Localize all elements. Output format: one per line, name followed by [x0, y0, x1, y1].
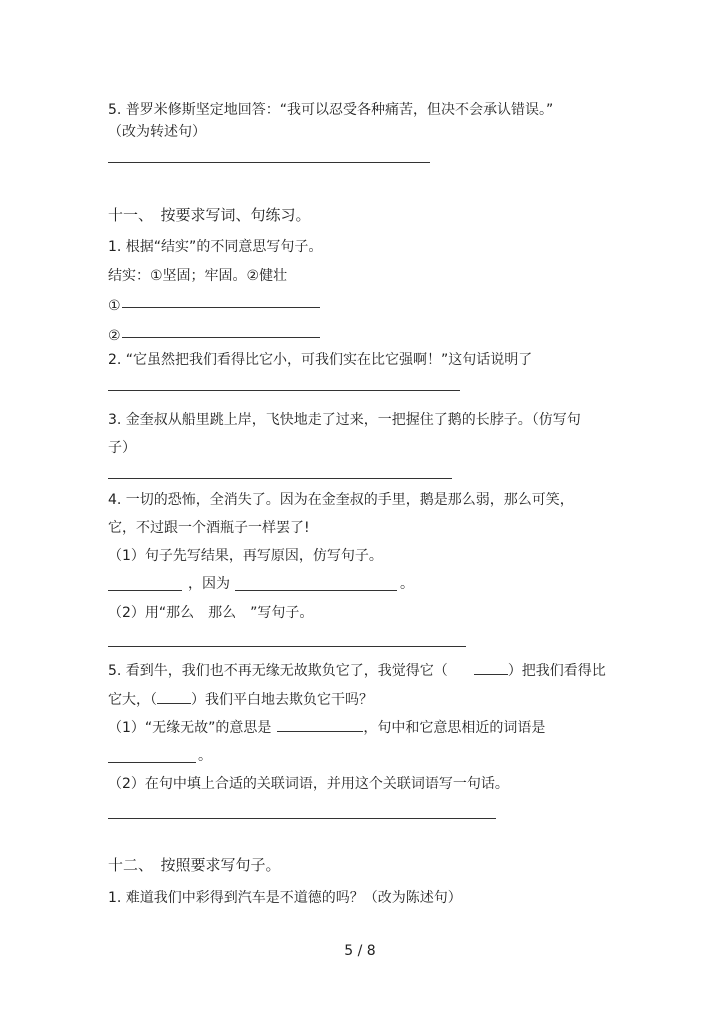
s11-q5-line2-a: 它大，（ [108, 692, 157, 708]
s11-q5-sub1-end: 。 [198, 748, 212, 764]
answer-line[interactable] [108, 478, 452, 479]
answer-blank[interactable] [474, 660, 508, 675]
s11-q4-line2: 它，不过跟一个酒瓶子一样罢了! [108, 520, 310, 536]
page-number: 5 / 8 [344, 943, 376, 959]
s11-q5-line2-b: ）我们平白地去欺负它干吗？ [191, 692, 373, 708]
q5-prev-line2: （改为转述句） [108, 124, 206, 140]
s11-q5-sub2: （2）在句中填上合适的关联词语，并用这个关联词语写一句话。 [108, 776, 509, 792]
answer-line[interactable] [108, 646, 466, 647]
s11-q5-sub1-b: ，句中和它意思相近的词语是 [363, 720, 546, 736]
answer-line[interactable] [108, 818, 496, 819]
s11-q5-line1 [108, 660, 606, 681]
answer-blank[interactable] [277, 717, 363, 732]
s11-q4-sub2: （2）用“那么 那么 ”写句子。 [108, 605, 314, 621]
s11-q5-sub1 [108, 717, 545, 738]
answer-line[interactable] [108, 162, 430, 163]
s11-q5-sub1-a: （1）“无缘无故”的意思是 [108, 720, 272, 736]
s11-q4-sub1-end: 。 [400, 576, 414, 592]
answer-blank[interactable] [108, 762, 196, 763]
q5-prev-line1: 5. 普罗米修斯坚定地回答：“我可以忍受各种痛苦，但决不会承认错误。” [108, 102, 554, 118]
s11-q1-meanings: 结实：①坚固；牢固。②健壮 [108, 268, 288, 284]
answer-line[interactable] [122, 337, 320, 338]
s11-q2-prompt: 2. “它虽然把我们看得比它小，可我们实在比它强啊！”这句话说明了 [108, 352, 533, 368]
s11-q1-prompt: 1. 根据“结实”的不同意思写句子。 [108, 239, 323, 255]
answer-blank[interactable] [235, 590, 397, 591]
s11-q4-line1: 4. 一切的恐怖，全消失了。因为在金奎叔的手里，鹅是那么弱，那么可笑， [108, 492, 574, 508]
s11-q5-line1-a: 5. 看到牛，我们也不再无缘无故欺负它了，我觉得它（ [108, 663, 448, 679]
s11-q3-line2: 子） [108, 440, 136, 456]
s11-q3-line1: 3. 金奎叔从船里跳上岸，飞快地走了过来，一把握住了鹅的长脖子。（仿写句 [108, 412, 581, 428]
s11-q5-line2 [108, 689, 373, 710]
s12-q1: 1. 难道我们中彩得到汽车是不道德的吗？（改为陈述句） [108, 890, 462, 906]
s11-q4-sub1-mid: ，因为 [188, 576, 230, 592]
section-12-title: 十二、 按照要求写句子。 [108, 856, 281, 874]
s11-q1-mark2: ② [108, 328, 121, 344]
answer-blank[interactable] [108, 590, 182, 591]
answer-line[interactable] [108, 390, 460, 391]
answer-line[interactable] [122, 307, 320, 308]
s11-q5-line1-b: ）把我们看得比 [507, 663, 606, 679]
s11-q4-sub1: （1）句子先写结果，再写原因，仿写句子。 [108, 548, 383, 564]
section-11-title: 十一、 按要求写词、句练习。 [108, 206, 311, 224]
s11-q1-mark1: ① [108, 298, 121, 314]
answer-blank[interactable] [157, 689, 191, 704]
